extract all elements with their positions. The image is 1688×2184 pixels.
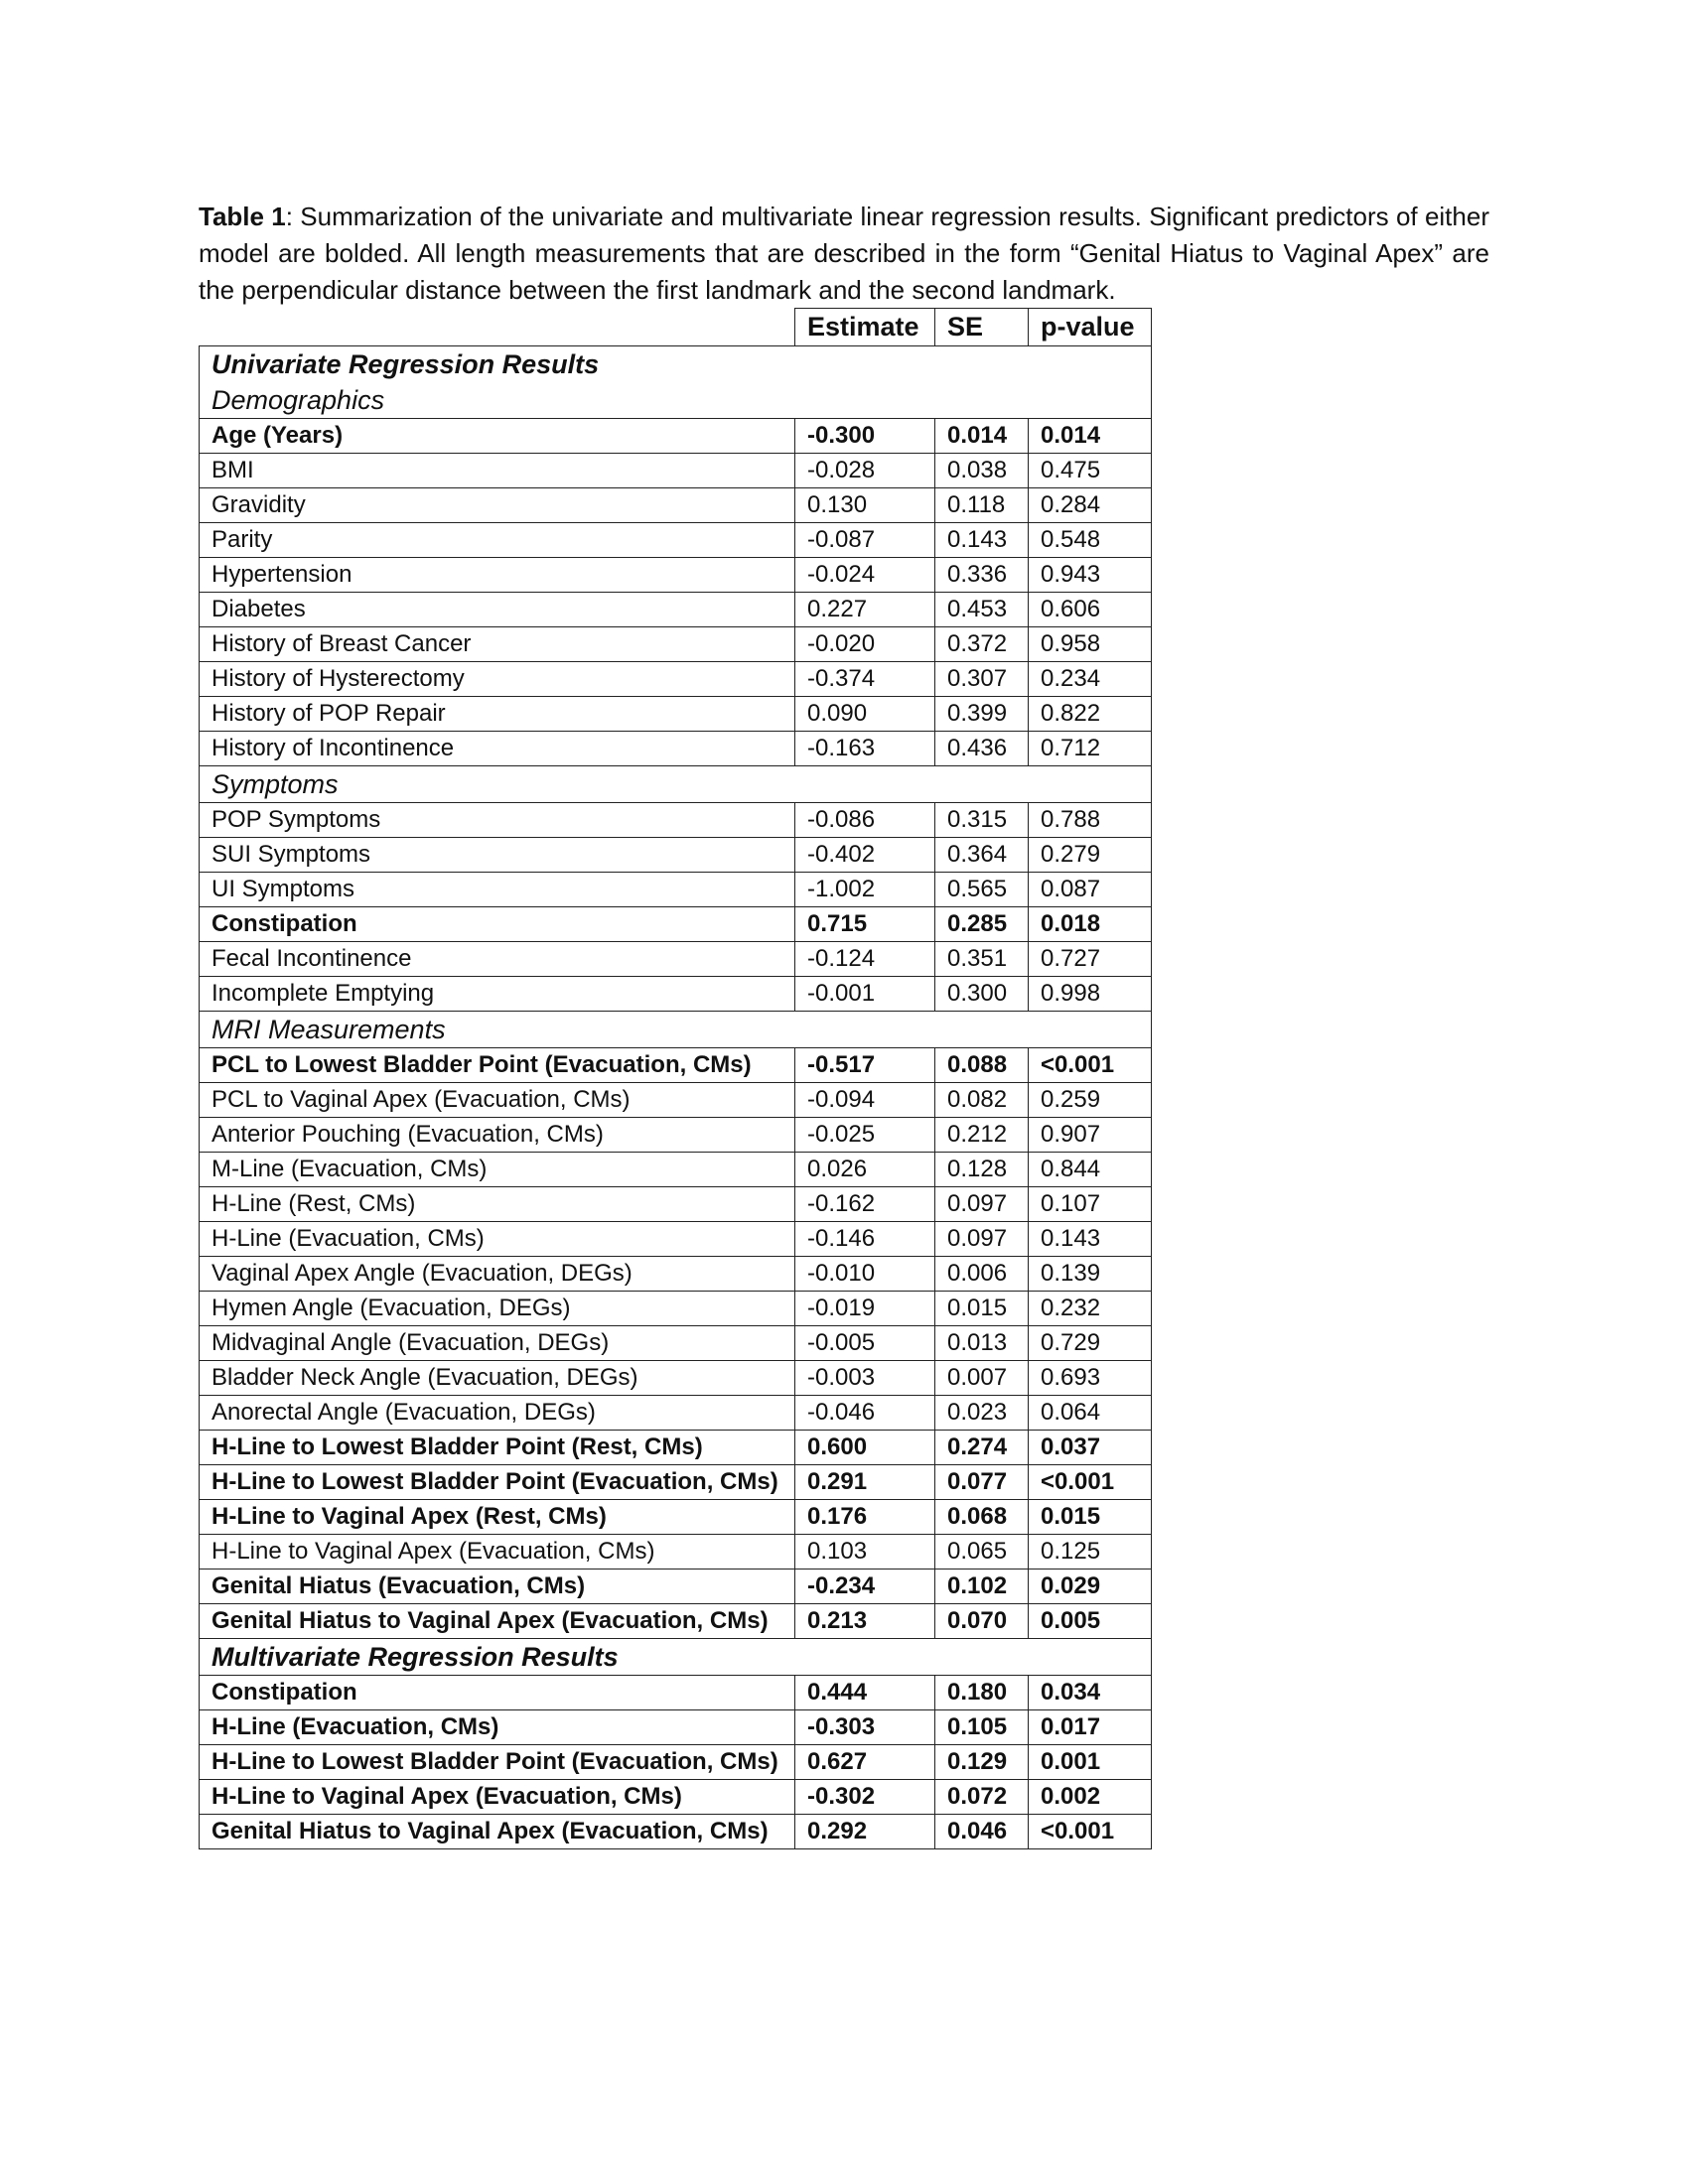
section-title-demographics: Demographics [200, 382, 1152, 419]
p-value-cell: 0.001 [1029, 1745, 1152, 1780]
table-row [200, 1083, 1152, 1118]
p-value-cell: 0.844 [1029, 1153, 1152, 1187]
p-value-cell: 0.037 [1029, 1431, 1152, 1465]
table-row [200, 1257, 1152, 1292]
table-row [200, 838, 1152, 873]
p-value-cell: 0.017 [1029, 1710, 1152, 1745]
p-value-cell: 0.712 [1029, 732, 1152, 766]
row-label: H-Line to Lowest Bladder Point (Rest, CMs) [200, 1431, 795, 1465]
se-cell: 0.212 [935, 1118, 1029, 1153]
estimate-cell: -0.001 [795, 977, 935, 1012]
se-cell: 0.082 [935, 1083, 1029, 1118]
p-value-cell: 0.002 [1029, 1780, 1152, 1815]
se-cell: 0.143 [935, 523, 1029, 558]
estimate-cell: -0.124 [795, 942, 935, 977]
row-label: History of POP Repair [200, 697, 795, 732]
estimate-cell: 0.103 [795, 1535, 935, 1570]
p-value-cell: 0.727 [1029, 942, 1152, 977]
p-value-cell: 0.125 [1029, 1535, 1152, 1570]
p-value-cell: <0.001 [1029, 1048, 1152, 1083]
se-cell: 0.097 [935, 1187, 1029, 1222]
estimate-cell: -0.402 [795, 838, 935, 873]
estimate-cell: -0.300 [795, 419, 935, 454]
se-cell: 0.351 [935, 942, 1029, 977]
p-value-cell: 0.475 [1029, 454, 1152, 488]
table-row [200, 1118, 1152, 1153]
row-label: Vaginal Apex Angle (Evacuation, DEGs) [200, 1257, 795, 1292]
row-label: M-Line (Evacuation, CMs) [200, 1153, 795, 1187]
estimate-cell: -0.025 [795, 1118, 935, 1153]
table-row [200, 1676, 1152, 1710]
p-value-cell: 0.087 [1029, 873, 1152, 907]
se-cell: 0.436 [935, 732, 1029, 766]
table-row [200, 907, 1152, 942]
p-value-cell: 0.015 [1029, 1500, 1152, 1535]
se-cell: 0.102 [935, 1570, 1029, 1604]
se-cell: 0.118 [935, 488, 1029, 523]
row-label: History of Hysterectomy [200, 662, 795, 697]
estimate-cell: 0.292 [795, 1815, 935, 1849]
se-cell: 0.364 [935, 838, 1029, 873]
se-cell: 0.007 [935, 1361, 1029, 1396]
estimate-cell: 0.600 [795, 1431, 935, 1465]
table-body [200, 346, 1152, 1849]
estimate-cell: 0.130 [795, 488, 935, 523]
p-value-cell: 0.029 [1029, 1570, 1152, 1604]
table-row [200, 627, 1152, 662]
estimate-cell: -1.002 [795, 873, 935, 907]
row-label: Fecal Incontinence [200, 942, 795, 977]
table-row [200, 977, 1152, 1012]
row-label: H-Line to Vaginal Apex (Rest, CMs) [200, 1500, 795, 1535]
table-row [200, 1570, 1152, 1604]
table-row [200, 1604, 1152, 1639]
row-label: UI Symptoms [200, 873, 795, 907]
se-cell: 0.372 [935, 627, 1029, 662]
se-cell: 0.274 [935, 1431, 1029, 1465]
p-value-cell: 0.958 [1029, 627, 1152, 662]
p-value-cell: 0.005 [1029, 1604, 1152, 1639]
table-row [200, 1222, 1152, 1257]
row-label: Age (Years) [200, 419, 795, 454]
p-value-cell: 0.548 [1029, 523, 1152, 558]
table-row [200, 697, 1152, 732]
table-row [200, 1465, 1152, 1500]
p-value-cell: 0.107 [1029, 1187, 1152, 1222]
p-value-cell: 0.788 [1029, 803, 1152, 838]
row-label: Diabetes [200, 593, 795, 627]
row-label: PCL to Vaginal Apex (Evacuation, CMs) [200, 1083, 795, 1118]
table-row [200, 558, 1152, 593]
row-label: Incomplete Emptying [200, 977, 795, 1012]
se-cell: 0.013 [935, 1326, 1029, 1361]
p-value-cell: 0.822 [1029, 697, 1152, 732]
estimate-cell: 0.291 [795, 1465, 935, 1500]
table-row [200, 1500, 1152, 1535]
estimate-cell: -0.087 [795, 523, 935, 558]
row-label: Genital Hiatus to Vaginal Apex (Evacuation, CMs) [200, 1815, 795, 1849]
header-se: SE [935, 309, 1029, 346]
se-cell: 0.068 [935, 1500, 1029, 1535]
p-value-cell: 0.014 [1029, 419, 1152, 454]
section-title-mri: MRI Measurements [200, 1012, 1152, 1048]
row-label: Bladder Neck Angle (Evacuation, DEGs) [200, 1361, 795, 1396]
header-blank-cell [200, 309, 795, 346]
header-estimate: Estimate [795, 309, 935, 346]
se-cell: 0.088 [935, 1048, 1029, 1083]
estimate-cell: -0.162 [795, 1187, 935, 1222]
estimate-cell: 0.444 [795, 1676, 935, 1710]
row-label: Constipation [200, 907, 795, 942]
estimate-cell: -0.086 [795, 803, 935, 838]
se-cell: 0.097 [935, 1222, 1029, 1257]
caption-label: Table 1 [199, 202, 286, 231]
row-label: History of Breast Cancer [200, 627, 795, 662]
estimate-cell: -0.517 [795, 1048, 935, 1083]
estimate-cell: 0.627 [795, 1745, 935, 1780]
p-value-cell: 0.907 [1029, 1118, 1152, 1153]
table-row [200, 1431, 1152, 1465]
row-label: Hymen Angle (Evacuation, DEGs) [200, 1292, 795, 1326]
header-p-value: p-value [1029, 309, 1152, 346]
se-cell: 0.453 [935, 593, 1029, 627]
row-label: Midvaginal Angle (Evacuation, DEGs) [200, 1326, 795, 1361]
estimate-cell: 0.090 [795, 697, 935, 732]
p-value-cell: <0.001 [1029, 1815, 1152, 1849]
se-cell: 0.336 [935, 558, 1029, 593]
table-row [200, 1326, 1152, 1361]
row-label: Genital Hiatus (Evacuation, CMs) [200, 1570, 795, 1604]
section-title-multivariate: Multivariate Regression Results [200, 1639, 1152, 1676]
section-title-univariate: Univariate Regression Results [200, 346, 1152, 383]
row-label: H-Line (Evacuation, CMs) [200, 1222, 795, 1257]
row-label: Anorectal Angle (Evacuation, DEGs) [200, 1396, 795, 1431]
table-row [200, 662, 1152, 697]
se-cell: 0.038 [935, 454, 1029, 488]
table-row [200, 732, 1152, 766]
row-label: Constipation [200, 1676, 795, 1710]
row-label: History of Incontinence [200, 732, 795, 766]
p-value-cell: <0.001 [1029, 1465, 1152, 1500]
estimate-cell: -0.020 [795, 627, 935, 662]
estimate-cell: -0.374 [795, 662, 935, 697]
table-row [200, 942, 1152, 977]
se-cell: 0.399 [935, 697, 1029, 732]
se-cell: 0.023 [935, 1396, 1029, 1431]
table-row [200, 1187, 1152, 1222]
table-row [200, 1361, 1152, 1396]
table-row [200, 1745, 1152, 1780]
se-cell: 0.046 [935, 1815, 1029, 1849]
regression-results-table [199, 308, 1152, 1849]
estimate-cell: -0.303 [795, 1710, 935, 1745]
row-label: Anterior Pouching (Evacuation, CMs) [200, 1118, 795, 1153]
table-row [200, 873, 1152, 907]
table-row [200, 488, 1152, 523]
section-univariate [200, 346, 1152, 383]
se-cell: 0.105 [935, 1710, 1029, 1745]
row-label: SUI Symptoms [200, 838, 795, 873]
estimate-cell: -0.010 [795, 1257, 935, 1292]
p-value-cell: 0.259 [1029, 1083, 1152, 1118]
table-row [200, 1048, 1152, 1083]
row-label: Parity [200, 523, 795, 558]
row-label: H-Line to Lowest Bladder Point (Evacuation, CMs) [200, 1745, 795, 1780]
row-label: H-Line (Evacuation, CMs) [200, 1710, 795, 1745]
estimate-cell: 0.026 [795, 1153, 935, 1187]
se-cell: 0.070 [935, 1604, 1029, 1639]
se-cell: 0.180 [935, 1676, 1029, 1710]
table-row [200, 454, 1152, 488]
p-value-cell: 0.943 [1029, 558, 1152, 593]
table-row [200, 593, 1152, 627]
row-label: H-Line (Rest, CMs) [200, 1187, 795, 1222]
estimate-cell: 0.715 [795, 907, 935, 942]
p-value-cell: 0.606 [1029, 593, 1152, 627]
caption-text: : Summarization of the univariate and multivariate linear regression results. Significant predictors of either model are bolded. All length measurements that are described in the form “Genital Hiatus to Vaginal Apex” are the perpendicular distance between the first landmark and the second landmark. [199, 202, 1489, 305]
se-cell: 0.129 [935, 1745, 1029, 1780]
p-value-cell: 0.018 [1029, 907, 1152, 942]
table-row [200, 1396, 1152, 1431]
row-label: H-Line to Lowest Bladder Point (Evacuation, CMs) [200, 1465, 795, 1500]
estimate-cell: -0.019 [795, 1292, 935, 1326]
row-label: H-Line to Vaginal Apex (Evacuation, CMs) [200, 1535, 795, 1570]
se-cell: 0.015 [935, 1292, 1029, 1326]
estimate-cell: -0.302 [795, 1780, 935, 1815]
estimate-cell: -0.005 [795, 1326, 935, 1361]
se-cell: 0.307 [935, 662, 1029, 697]
p-value-cell: 0.143 [1029, 1222, 1152, 1257]
p-value-cell: 0.279 [1029, 838, 1152, 873]
table-row [200, 1153, 1152, 1187]
table-row [200, 1292, 1152, 1326]
table-row [200, 1710, 1152, 1745]
row-label: BMI [200, 454, 795, 488]
table-row [200, 1535, 1152, 1570]
estimate-cell: 0.213 [795, 1604, 935, 1639]
section-demographics [200, 382, 1152, 419]
p-value-cell: 0.232 [1029, 1292, 1152, 1326]
table-row [200, 419, 1152, 454]
estimate-cell: -0.046 [795, 1396, 935, 1431]
header-row [200, 309, 1152, 346]
se-cell: 0.300 [935, 977, 1029, 1012]
estimate-cell: -0.146 [795, 1222, 935, 1257]
estimate-cell: 0.176 [795, 1500, 935, 1535]
p-value-cell: 0.998 [1029, 977, 1152, 1012]
se-cell: 0.065 [935, 1535, 1029, 1570]
table-row [200, 1815, 1152, 1849]
p-value-cell: 0.034 [1029, 1676, 1152, 1710]
row-label: Gravidity [200, 488, 795, 523]
p-value-cell: 0.693 [1029, 1361, 1152, 1396]
se-cell: 0.077 [935, 1465, 1029, 1500]
table-row [200, 1780, 1152, 1815]
se-cell: 0.285 [935, 907, 1029, 942]
p-value-cell: 0.284 [1029, 488, 1152, 523]
se-cell: 0.006 [935, 1257, 1029, 1292]
p-value-cell: 0.729 [1029, 1326, 1152, 1361]
table-row [200, 803, 1152, 838]
p-value-cell: 0.064 [1029, 1396, 1152, 1431]
table-caption [199, 199, 1489, 309]
estimate-cell: -0.094 [795, 1083, 935, 1118]
estimate-cell: -0.003 [795, 1361, 935, 1396]
estimate-cell: -0.028 [795, 454, 935, 488]
row-label: Hypertension [200, 558, 795, 593]
se-cell: 0.014 [935, 419, 1029, 454]
estimate-cell: -0.234 [795, 1570, 935, 1604]
table-row [200, 523, 1152, 558]
section-title-symptoms: Symptoms [200, 766, 1152, 803]
estimate-cell: 0.227 [795, 593, 935, 627]
se-cell: 0.315 [935, 803, 1029, 838]
p-value-cell: 0.234 [1029, 662, 1152, 697]
row-label: PCL to Lowest Bladder Point (Evacuation, CMs) [200, 1048, 795, 1083]
section-multivariate [200, 1639, 1152, 1676]
se-cell: 0.128 [935, 1153, 1029, 1187]
section-mri [200, 1012, 1152, 1048]
p-value-cell: 0.139 [1029, 1257, 1152, 1292]
section-symptoms [200, 766, 1152, 803]
row-label: H-Line to Vaginal Apex (Evacuation, CMs) [200, 1780, 795, 1815]
estimate-cell: -0.024 [795, 558, 935, 593]
se-cell: 0.072 [935, 1780, 1029, 1815]
se-cell: 0.565 [935, 873, 1029, 907]
estimate-cell: -0.163 [795, 732, 935, 766]
row-label: POP Symptoms [200, 803, 795, 838]
row-label: Genital Hiatus to Vaginal Apex (Evacuation, CMs) [200, 1604, 795, 1639]
